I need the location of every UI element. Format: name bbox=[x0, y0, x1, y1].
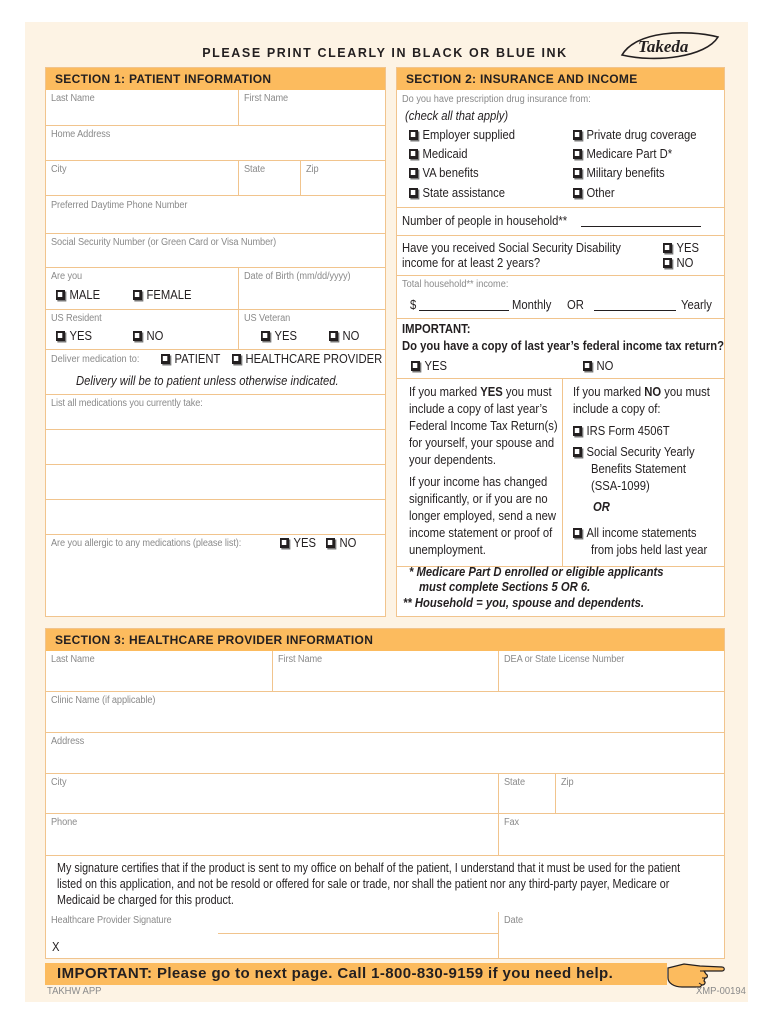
footnote-household: ** Household = you, spouse and dependents. bbox=[403, 596, 644, 610]
yes-line-2: include a copy of last year’s bbox=[409, 402, 548, 416]
provider-signature-field[interactable] bbox=[46, 912, 499, 958]
rx-option-medicare-d[interactable]: Medicare Part D* bbox=[573, 147, 672, 161]
us-veteran-field bbox=[239, 310, 385, 350]
label: Last Name bbox=[51, 654, 95, 665]
female-option[interactable]: FEMALE bbox=[133, 288, 192, 302]
household-label: Number of people in household** bbox=[402, 214, 568, 228]
checkbox-icon[interactable] bbox=[573, 426, 582, 436]
label: US Resident bbox=[51, 313, 102, 324]
income-statements-option[interactable]: All income statements bbox=[573, 526, 697, 540]
household-count-field[interactable] bbox=[397, 208, 724, 236]
ss-statement-option[interactable]: Social Security Yearly bbox=[573, 445, 695, 459]
print-instruction: PLEASE PRINT CLEARLY IN BLACK OR BLUE INK bbox=[202, 46, 568, 60]
medications-line-2[interactable] bbox=[46, 430, 385, 465]
label: State bbox=[244, 164, 266, 175]
label: City bbox=[51, 164, 67, 175]
provider-last-name-field[interactable] bbox=[46, 651, 273, 692]
provider-first-name-field[interactable] bbox=[273, 651, 499, 692]
patient-home-address-field[interactable] bbox=[46, 126, 385, 161]
ssd-question-2: income for at least 2 years? bbox=[402, 256, 541, 270]
signature-x: X bbox=[52, 940, 60, 954]
certify-line-1: My signature certifies that if the product is sent to my office on behalf of the patient, I understand that it must be used for the patient bbox=[57, 861, 681, 875]
checkbox-icon[interactable] bbox=[663, 243, 672, 253]
form-code-left: TAKHW APP bbox=[47, 985, 102, 997]
rx-option-employer[interactable]: Employer supplied bbox=[409, 128, 515, 142]
tax-question: Do you have a copy of last year’s federal income tax return? bbox=[402, 339, 724, 353]
checkbox-icon[interactable] bbox=[411, 361, 420, 371]
yes-line-1: If you marked YES you must bbox=[409, 385, 552, 399]
ssd-question-1: Have you received Social Security Disability bbox=[402, 241, 621, 255]
deliver-patient-option[interactable]: PATIENT bbox=[161, 352, 220, 366]
important-label: IMPORTANT: bbox=[402, 322, 471, 336]
checkbox-icon[interactable] bbox=[161, 354, 170, 364]
rx-option-military[interactable]: Military benefits bbox=[573, 166, 665, 180]
label: Healthcare Provider Signature bbox=[51, 915, 172, 926]
label: List all medications you currently take: bbox=[51, 398, 203, 409]
tax-yes-option[interactable]: YES bbox=[411, 359, 447, 373]
checkbox-icon[interactable] bbox=[583, 361, 592, 371]
income-statements-line-2: from jobs held last year bbox=[591, 543, 708, 557]
patient-dob-field[interactable] bbox=[239, 268, 385, 310]
medications-line-4[interactable] bbox=[46, 500, 385, 535]
checkbox-icon[interactable] bbox=[280, 538, 289, 548]
no-line-2: include a copy of: bbox=[573, 402, 661, 416]
checkbox-icon[interactable] bbox=[409, 168, 418, 178]
label: Zip bbox=[306, 164, 319, 175]
provider-state-field[interactable] bbox=[499, 774, 556, 814]
deliver-provider-option[interactable]: HEALTHCARE PROVIDER bbox=[232, 352, 382, 366]
checkbox-icon[interactable] bbox=[409, 130, 418, 140]
checkbox-icon[interactable] bbox=[232, 354, 241, 364]
ss-statement-line-2: Benefits Statement bbox=[591, 462, 687, 476]
tax-no-option[interactable]: NO bbox=[583, 359, 613, 373]
patient-phone-field[interactable] bbox=[46, 196, 385, 234]
checkbox-icon[interactable] bbox=[573, 447, 582, 457]
section-1-title: SECTION 1: PATIENT INFORMATION bbox=[46, 68, 385, 90]
form-code-right: XMP-00194 bbox=[696, 985, 746, 997]
or-divider: OR bbox=[593, 500, 610, 514]
resident-yes-option[interactable]: YES bbox=[56, 329, 92, 343]
checkbox-icon[interactable] bbox=[326, 538, 335, 548]
checkbox-icon[interactable] bbox=[133, 331, 142, 341]
next-page-banner: IMPORTANT: Please go to next page. Call 1-800-830-9159 if you need help. bbox=[45, 963, 667, 985]
tax-no-instructions bbox=[563, 379, 724, 567]
provider-phone-field[interactable] bbox=[46, 814, 499, 856]
change-line-3: longer employed, send a new bbox=[409, 509, 556, 523]
checkbox-icon[interactable] bbox=[409, 149, 418, 159]
label: Are you bbox=[51, 271, 83, 282]
patient-zip-field[interactable] bbox=[301, 161, 385, 196]
rx-option-va[interactable]: VA benefits bbox=[409, 166, 479, 180]
patient-city-field[interactable] bbox=[46, 161, 239, 196]
label: First Name bbox=[278, 654, 323, 665]
section-3-provider-information bbox=[45, 628, 725, 959]
label: Last Name bbox=[51, 93, 95, 104]
total-income-label: Total household** income: bbox=[402, 279, 509, 290]
tax-yes-instructions bbox=[397, 379, 563, 567]
check-all-note: (check all that apply) bbox=[405, 109, 509, 123]
veteran-yes-option[interactable]: YES bbox=[261, 329, 297, 343]
certify-line-2: listed on this application, and not be resold or offered for sale or trade, nor shall the patient nor any third-party payer, Medicare or bbox=[57, 877, 670, 891]
label: Date bbox=[504, 915, 524, 926]
patient-first-name-field[interactable] bbox=[239, 90, 385, 126]
change-line-4: income statement or proof of bbox=[409, 526, 553, 540]
deliver-medication-field bbox=[46, 350, 385, 395]
section-3-title: SECTION 3: HEALTHCARE PROVIDER INFORMATION bbox=[46, 629, 724, 651]
or-label: OR bbox=[567, 298, 584, 312]
rx-question: Do you have prescription drug insurance from: bbox=[402, 94, 591, 105]
footnote-medicare-2: must complete Sections 5 OR 6. bbox=[419, 580, 591, 594]
provider-address-field[interactable] bbox=[46, 733, 724, 774]
allergic-yes-option[interactable]: YES bbox=[280, 536, 316, 550]
checkbox-icon[interactable] bbox=[573, 149, 582, 159]
label: Home Address bbox=[51, 129, 111, 140]
monthly-label: Monthly bbox=[512, 298, 552, 312]
label: Zip bbox=[561, 777, 574, 788]
section-2-title: SECTION 2: INSURANCE AND INCOME bbox=[397, 68, 724, 90]
label: First Name bbox=[244, 93, 289, 104]
medications-line-3[interactable] bbox=[46, 465, 385, 500]
no-line-1: If you marked NO you must bbox=[573, 385, 710, 399]
patient-state-field[interactable] bbox=[239, 161, 301, 196]
rx-option-medicaid[interactable]: Medicaid bbox=[409, 147, 468, 161]
ssd-no-option[interactable]: NO bbox=[663, 256, 693, 270]
yes-line-4: for yourself, your spouse and bbox=[409, 436, 555, 450]
household-underline[interactable] bbox=[581, 216, 701, 227]
patient-ssn-field[interactable] bbox=[46, 234, 385, 268]
veteran-no-option[interactable]: NO bbox=[329, 329, 359, 343]
patient-gender-field bbox=[46, 268, 239, 310]
checkbox-icon[interactable] bbox=[56, 331, 65, 341]
checkbox-icon[interactable] bbox=[573, 168, 582, 178]
label: DEA or State License Number bbox=[504, 654, 625, 665]
rx-option-state[interactable]: State assistance bbox=[409, 186, 505, 200]
change-line-1: If your income has changed bbox=[409, 475, 548, 489]
label: US Veteran bbox=[244, 313, 291, 324]
certification-statement bbox=[46, 856, 724, 912]
us-resident-field bbox=[46, 310, 239, 350]
label: Preferred Daytime Phone Number bbox=[51, 200, 188, 211]
checkbox-icon[interactable] bbox=[329, 331, 338, 341]
change-line-5: unemployment. bbox=[409, 543, 486, 557]
certify-line-3: Medicaid be charged for this product. bbox=[57, 893, 234, 907]
footnote-medicare-1: * Medicare Part D enrolled or eligible applicants bbox=[409, 565, 664, 579]
yearly-label: Yearly bbox=[681, 298, 712, 312]
ssd-yes-option[interactable]: YES bbox=[663, 241, 699, 255]
label: Clinic Name (if applicable) bbox=[51, 695, 156, 706]
label: Fax bbox=[504, 817, 520, 828]
provider-zip-field[interactable] bbox=[556, 774, 724, 814]
provider-city-field[interactable] bbox=[46, 774, 499, 814]
yearly-amount-input[interactable] bbox=[594, 300, 676, 311]
checkbox-icon[interactable] bbox=[573, 130, 582, 140]
irs-form-option[interactable]: IRS Form 4506T bbox=[573, 424, 670, 438]
label: Are you allergic to any medications (please list): bbox=[51, 538, 242, 549]
ssd-question-field bbox=[397, 236, 724, 276]
yes-line-5: your dependents. bbox=[409, 453, 496, 467]
change-line-2: significantly, or if you are no bbox=[409, 492, 548, 506]
checkbox-icon[interactable] bbox=[663, 258, 672, 268]
label: State bbox=[504, 777, 526, 788]
section-1-patient-information bbox=[45, 67, 386, 617]
total-income-field bbox=[397, 276, 724, 319]
medications-line-1[interactable] bbox=[46, 395, 385, 430]
checkbox-icon[interactable] bbox=[409, 188, 418, 198]
monthly-amount-input[interactable] bbox=[419, 300, 509, 311]
allergies-field[interactable] bbox=[46, 535, 385, 616]
label: Date of Birth (mm/dd/yyyy) bbox=[244, 271, 351, 282]
rx-option-other[interactable]: Other bbox=[573, 186, 615, 200]
ss-statement-line-3: (SSA-1099) bbox=[591, 479, 650, 493]
checkbox-icon[interactable] bbox=[56, 290, 65, 300]
section-2-insurance-income bbox=[396, 67, 725, 617]
label: Phone bbox=[51, 817, 78, 828]
checkbox-icon[interactable] bbox=[573, 528, 582, 538]
male-option[interactable]: MALE bbox=[56, 288, 100, 302]
takeda-logo bbox=[616, 27, 724, 63]
checkbox-icon[interactable] bbox=[133, 290, 142, 300]
rx-option-private[interactable]: Private drug coverage bbox=[573, 128, 697, 142]
tax-return-question bbox=[397, 319, 724, 379]
label: Address bbox=[51, 736, 85, 747]
rx-insurance-field bbox=[397, 90, 724, 208]
dollar-sign: $ bbox=[410, 298, 417, 312]
signature-date-field[interactable] bbox=[499, 912, 724, 958]
delivery-note: Delivery will be to patient unless otherwise indicated. bbox=[76, 374, 339, 388]
svg-text:Takeda: Takeda bbox=[638, 37, 689, 56]
clinic-name-field[interactable] bbox=[46, 692, 724, 733]
resident-no-option[interactable]: NO bbox=[133, 329, 163, 343]
label: Social Security Number (or Green Card or Visa Number) bbox=[51, 237, 277, 248]
checkbox-icon[interactable] bbox=[261, 331, 270, 341]
provider-dea-field[interactable] bbox=[499, 651, 724, 692]
deliver-label: Deliver medication to: bbox=[51, 354, 140, 365]
label: City bbox=[51, 777, 67, 788]
patient-last-name-field[interactable] bbox=[46, 90, 239, 126]
yes-line-3: Federal Income Tax Return(s) bbox=[409, 419, 558, 433]
checkbox-icon[interactable] bbox=[573, 188, 582, 198]
signature-line-box[interactable] bbox=[218, 912, 498, 934]
provider-fax-field[interactable] bbox=[499, 814, 724, 856]
allergic-no-option[interactable]: NO bbox=[326, 536, 356, 550]
